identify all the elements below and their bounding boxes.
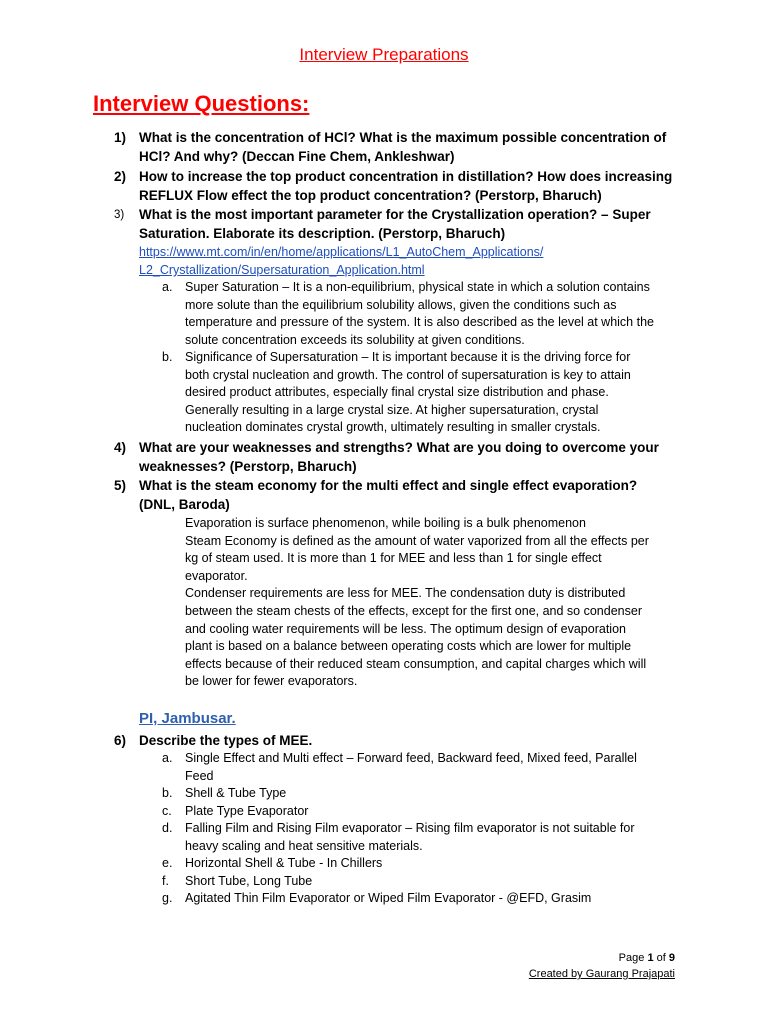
list-letter: f.: [162, 874, 169, 888]
question-text: What is the steam economy for the multi effect and single effect evaporation? (DNL, Baroda): [139, 478, 638, 512]
question-number: 5): [114, 478, 127, 493]
list-item: Shell & Tube Type: [185, 786, 287, 800]
question-number: 6): [114, 733, 127, 748]
list-letter: b.: [162, 350, 173, 364]
question-number: 1): [114, 130, 127, 145]
list-letter: d.: [162, 821, 173, 835]
section-title: Interview Questions:: [93, 91, 310, 116]
answer-paragraph: Evaporation is surface phenomenon, while boiling is a bulk phenomenon Steam Economy is defined as the amount of water vaporized from all the effects per kg of steam used. It is more than 1 for MEE and less than 1 for single effect evaporator. Condenser requirements are less for MEE. The condensation duty is distributed between the steam chests of the effects, except for the first one, and so condenser and cooling water requirements will be less. The optimum design of evaporation plant is based on a balance between operating costs which are lower for multiple effects because of their reduced steam consumption, and capital charges which will be lower for fewer evaporators.: [185, 516, 649, 689]
question-number: 4): [114, 440, 127, 455]
list-letter: e.: [162, 856, 173, 870]
question-number: 3): [114, 209, 125, 221]
question-text: What is the most important parameter for the Crystallization operation? – Super Saturation. Elaborate its description. (Perstorp, Bharuch): [139, 207, 651, 241]
question-text: Describe the types of MEE.: [139, 733, 313, 748]
list-item: Single Effect and Multi effect – Forward feed, Backward feed, Mixed feed, Parallel Feed: [185, 751, 637, 783]
question-text: What is the concentration of HCl? What is the maximum possible concentration of HCl? And why? (Deccan Fine Chem, Ankleshwar): [139, 130, 667, 164]
question-text: What are your weaknesses and strengths? What are you doing to overcome your weaknesses? (Perstorp, Bharuch): [139, 440, 659, 474]
question-number: 2): [114, 169, 127, 184]
list-letter: a.: [162, 280, 173, 294]
list-letter: c.: [162, 804, 172, 818]
list-item: Short Tube, Long Tube: [185, 874, 313, 888]
reference-link[interactable]: https://www.mt.com/in/en/home/applications/L1_AutoChem_Applications/ L2_Crystallization/Supersaturation_Application.html: [139, 245, 544, 277]
question-text: How to increase the top product concentration in distillation? How does increasing REFLUX Flow effect the top product concentration? (Perstorp, Bharuch): [139, 169, 673, 203]
list-item: Falling Film and Rising Film evaporator – Rising film evaporator is not suitable for heavy scaling and heat sensitive materials.: [185, 821, 635, 853]
list-item: Significance of Supersaturation – It is important because it is the driving force for both crystal nucleation and growth. The control of supersaturation is key to attain desired product attributes, especially final crystal size distribution and phase. Generally resulting in a large crystal size. At higher supersaturation, crystal nucleation dominates crystal growth, ultimately resulting in smaller crystals.: [185, 350, 631, 435]
list-letter: b.: [162, 786, 173, 800]
location-heading: PI, Jambusar.: [139, 710, 236, 727]
list-item: Horizontal Shell & Tube - In Chillers: [185, 856, 383, 870]
list-item: Super Saturation – It is a non-equilibrium, physical state in which a solution contains more solute than the equilibrium solubility allows, given the conditions such as temperature and pressure of the system. It is also described as the level at which the solute concentration exceeds its solubility at given conditions.: [185, 280, 654, 347]
list-item: Agitated Thin Film Evaporator or Wiped Film Evaporator - @EFD, Grasim: [185, 891, 592, 905]
author-credit: Created by Gaurang Prajapati: [528, 968, 675, 980]
list-letter: g.: [162, 891, 173, 905]
page-header-title: Interview Preparations: [299, 45, 469, 64]
page-number: Page 1 of 9: [618, 952, 675, 964]
list-letter: a.: [162, 751, 173, 765]
list-item: Plate Type Evaporator: [185, 804, 309, 818]
